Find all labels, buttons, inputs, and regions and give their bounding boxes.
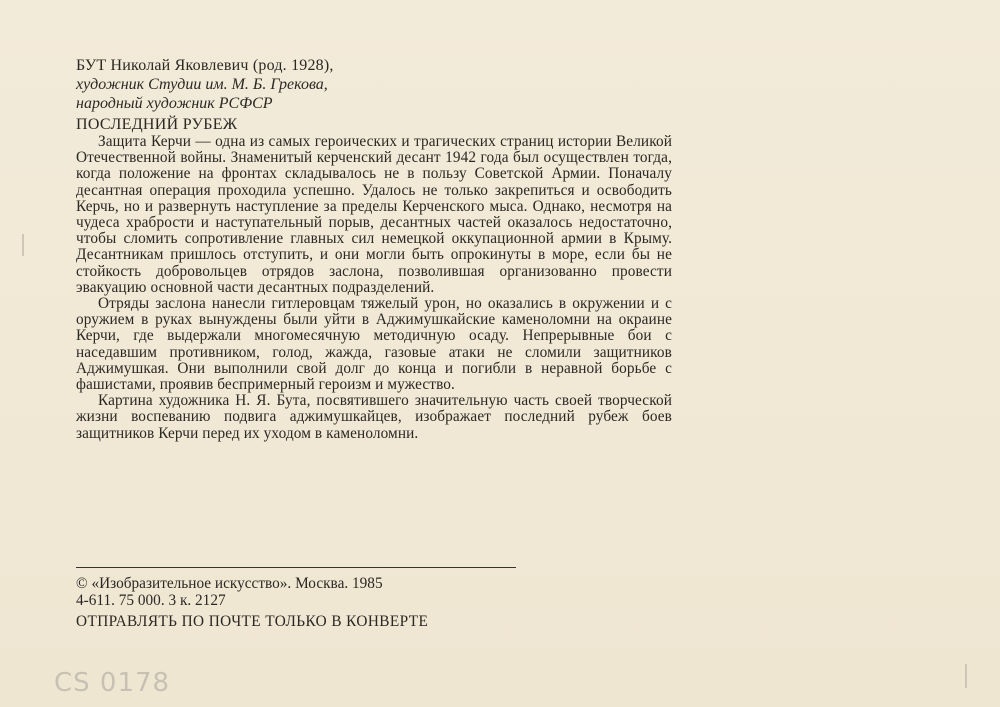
description-text [76,134,672,442]
publisher-line: © «Изобразительное искусство». Москва. 1985 [76,575,383,592]
print-codes: 4-611. 75 000. 3 к. 2127 [76,592,226,609]
author-role-title: народный художник РСФСР [76,95,273,112]
paragraph: Картина художника Н. Я. Бута, посвятившего значительную часть своей творческой жизни воспеванию подвига аджимушкайцев, изображает последний рубеж боев защитников Керчи перед их уходом в каменоломни. [76,392,672,442]
mailing-notice: ОТПРАВЛЯТЬ ПО ПОЧТЕ ТОЛЬКО В КОНВЕРТЕ [76,613,429,630]
publisher-imprint [76,575,383,609]
pencil-tick [965,664,967,688]
author-name: БУТ Николай Яковлевич (род. 1928), [76,57,334,74]
paragraph: Отряды заслона нанесли гитлеровцам тяжелый урон, но оказались в окружении и с оружием в руках вынуждены были уйти в Аджимушкайские каменоломни на окраине Керчи, где выдержали многомесячную методичную осаду. Непрерывные бои с наседавшим противником, голод, жажда, газовые атаки не сломили защитников Аджимушкая. Они выполнили свой долг до конца и погибли в неравной борьбе с фашистами, проявив беспримерный героизм и мужество. [76,295,672,394]
caption-header [76,56,676,134]
paragraph: Защита Керчи — одна из самых героических и трагических страниц истории Великой Отечественной войны. Знаменитый керченский десант 1942 года был осуществлен тогда, когда положение на фронтах складывалось не в пользу Советской Армии. Поначалу десантная операция проходила успешно. Удалось не только закрепиться и освободить Керчь, но и развернуть наступление за пределы Керченского мыса. Однако, несмотря на чудеса храбрости и наступательный порыв, десантных частей оказалось недостаточно, чтобы сломить сопротивление главных сил немецкой оккупационной армии в Крыму. Десантникам пришлось отступить, и они могли быть опрокинуты в море, если бы не стойкость добровольцев отрядов заслона, позволившая организованно провести эвакуацию основной части десантных подразделений. [76,133,672,296]
divider-line [76,567,516,568]
pencil-catalog-mark: CS 0178 [54,668,171,698]
artwork-title: ПОСЛЕДНИЙ РУБЕЖ [76,116,238,133]
pencil-tick [22,234,24,256]
author-role-studio: художник Студии им. М. Б. Грекова, [76,76,328,93]
